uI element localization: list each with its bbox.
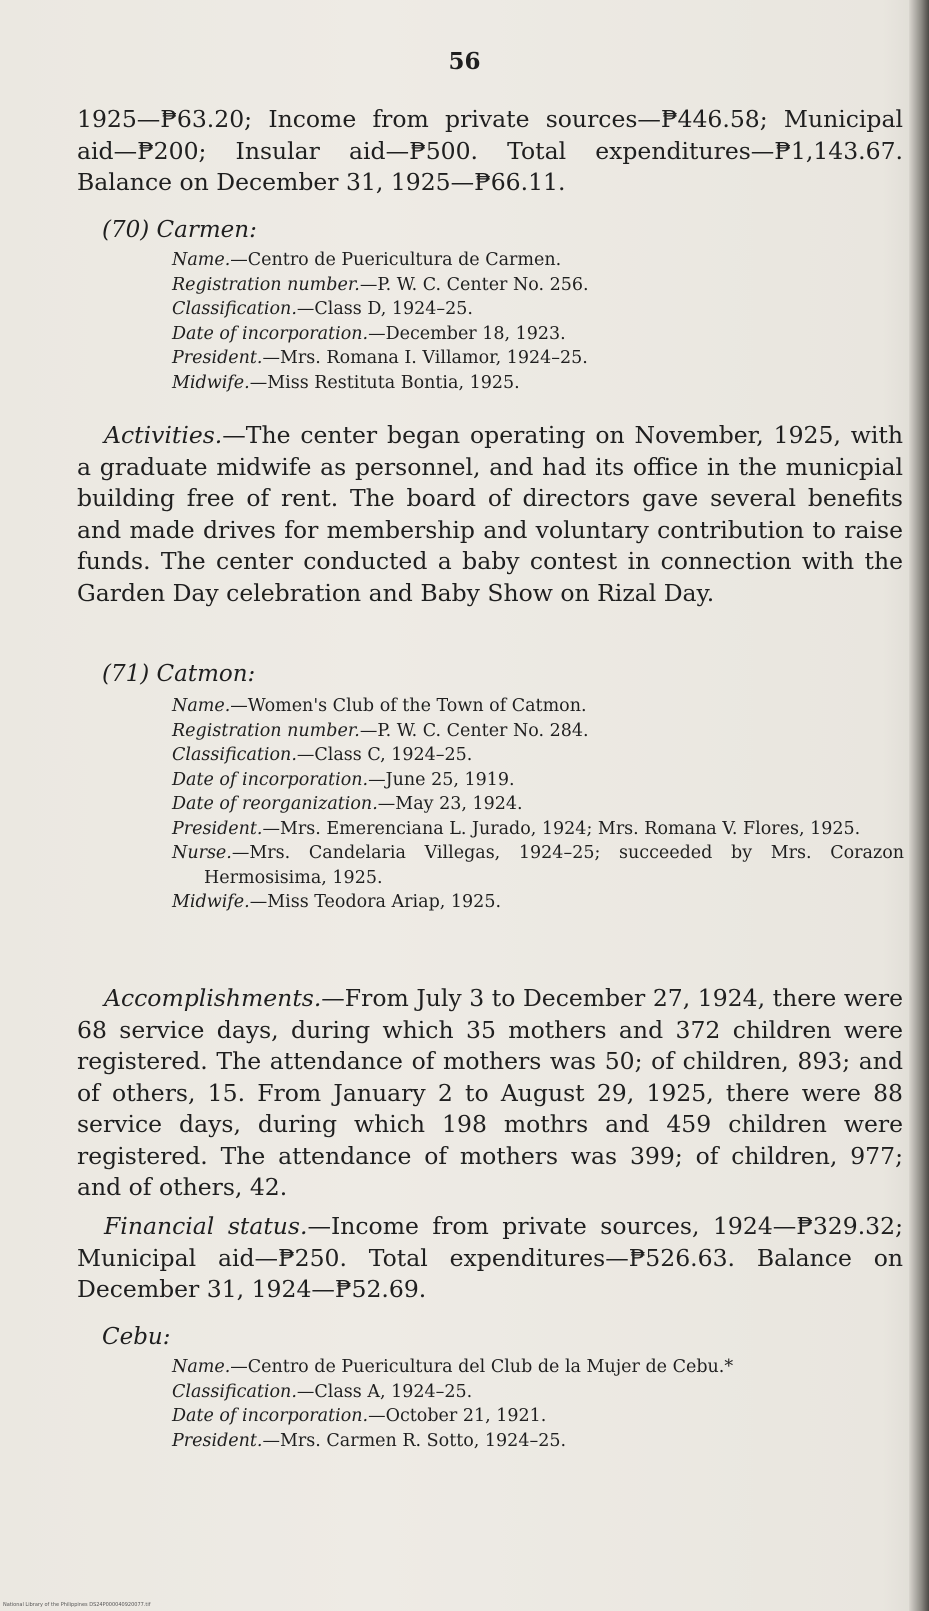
catmon-financial-paragraph (77, 1211, 903, 1306)
book-spine-shadow (909, 0, 929, 1611)
section-title: Catmon: (156, 661, 256, 687)
detail-line: Classification.—Class D, 1924–25. (172, 299, 473, 319)
catmon-accomplishments-paragraph (77, 983, 903, 1204)
detail-line: Name.—Centro de Puericultura de Carmen. (172, 250, 562, 270)
section-heading-catmon (102, 661, 255, 687)
section-number: (71) (102, 661, 150, 687)
detail-line: Date of reorganization.—May 23, 1924. (172, 794, 523, 814)
section-number: (70) (102, 217, 150, 243)
detail-line: President.—Mrs. Carmen R. Sotto, 1924–25. (172, 1430, 567, 1451)
detail-line: Classification.—Class C, 1924–25. (172, 745, 473, 765)
carmen-details (172, 248, 904, 395)
detail-line: Name.—Centro de Puericultura del Club de la Mujer de Cebu.* (172, 1357, 734, 1377)
detail-line: Classification.—Class A, 1924–25. (172, 1381, 473, 1402)
intro-paragraph (77, 104, 903, 199)
detail-line: Midwife.—Miss Restituta Bontia, 1925. (172, 372, 520, 393)
detail-line: Date of incorporation.—June 25, 1919. (172, 769, 515, 790)
detail-line: Nurse.—Mrs. Candelaria Villegas, 1924–25; succeeded by Mrs. Corazon Hermosisima, 1925. (172, 843, 904, 888)
detail-line: Registration number.—P. W. C. Center No. 284. (172, 720, 589, 741)
detail-line: Date of incorporation.—December 18, 1923. (172, 323, 566, 344)
detail-line: Midwife.—Miss Teodora Ariap, 1925. (172, 892, 502, 912)
cebu-details (172, 1355, 904, 1453)
activities-label: Activities. (104, 421, 223, 449)
carmen-activities-paragraph (77, 420, 903, 609)
intro-text: 1925—₱63.20; Income from private sources—₱446.58; Municipal aid—₱200; Insular aid—₱500. Total expenditures—₱1,143.67. Balance on December 31, 1925—₱66.11. (77, 105, 903, 196)
activities-text: —The center began operating on November, 1925, with a graduate midwife as personnel, and had its office in the municpial building free of rent. The board of directors gave several benefits and made drives for membership and voluntary contribution to raise funds. The center conducted a baby contest in connection with the Garden Day celebration and Baby Show on Rizal Day. (77, 421, 903, 607)
detail-line: Registration number.—P. W. C. Center No. 256. (172, 274, 589, 295)
page-number: 56 (448, 48, 481, 75)
archive-footer: National Library of the Philippines DS24P000040920077.tif (3, 1602, 151, 1608)
section-heading-cebu (102, 1324, 171, 1350)
accomplishments-text: —From July 3 to December 27, 1924, there were 68 service days, during which 35 mothers and 372 children were registered. The attendance of mothers was 50; of children, 893; and of others, 15. From January 2 to August 29, 1925, there were 88 service days, during which 198 mothrs and 459 children were registered. The attendance of mothers was 399; of children, 977; and of others, 42. (77, 984, 903, 1201)
catmon-details (172, 694, 904, 915)
section-title: Carmen: (156, 217, 257, 243)
section-heading-carmen (102, 217, 257, 243)
financial-label: Financial status. (104, 1212, 308, 1240)
detail-line: President.—Mrs. Emerenciana L. Jurado, 1924; Mrs. Romana V. Flores, 1925. (172, 818, 861, 839)
accomplishments-label: Accomplishments. (104, 984, 322, 1012)
detail-line: Date of incorporation.—October 21, 1921. (172, 1406, 547, 1426)
financial-text: —Income from private sources, 1924—₱329.32; Municipal aid—₱250. Total expenditures—₱526.63. Balance on December 31, 1924—₱52.69. (77, 1212, 904, 1303)
section-title: Cebu: (102, 1324, 171, 1350)
detail-line: President.—Mrs. Romana I. Villamor, 1924–25. (172, 348, 588, 368)
detail-line: Name.—Women's Club of the Town of Catmon. (172, 696, 587, 716)
